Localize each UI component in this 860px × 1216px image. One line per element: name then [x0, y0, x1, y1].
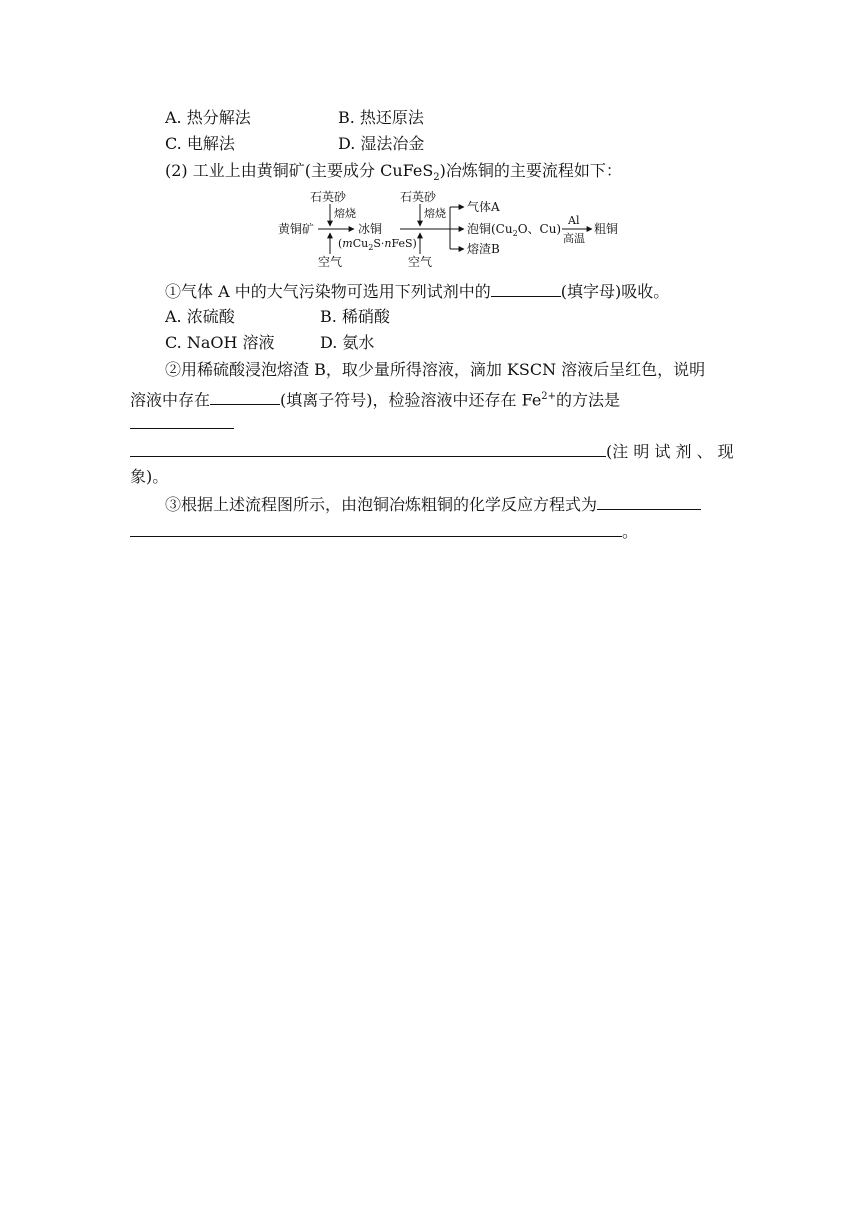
sub2-line4-suffix: (注 明 试 剂 、 现 — [606, 442, 734, 461]
flow-air-label-2: 空气 — [408, 255, 433, 268]
fe-charge-superscript: 2+ — [541, 391, 557, 402]
flow-matte-label: 冰铜 — [358, 222, 383, 236]
sub-question-1 — [165, 281, 669, 302]
flow-air-label-1: 空气 — [318, 255, 343, 268]
sub2-line-2 — [130, 387, 620, 410]
option-b-thermal-reduction: B. 热还原法 — [338, 108, 424, 127]
flow-slag-label: 熔渣B — [467, 242, 500, 256]
sub1-prefix: ①气体 A 中的大气污染物可选用下列试剂中的 — [165, 282, 491, 301]
sub3-line-2 — [130, 521, 638, 542]
option-a-thermal-decomposition: A. 热分解法 — [165, 108, 251, 127]
sub2-line2-suffix: 的方法是 — [556, 390, 621, 410]
sub2-line-5: 象)。 — [130, 467, 169, 486]
sub2-line-3 — [130, 413, 234, 434]
q2-intro-prefix: (2) 工业上由黄铜矿(主要成分 CuFeS — [165, 161, 434, 180]
sub1-option-d: D. 氨水 — [320, 333, 375, 352]
q2-intro-suffix: )冶炼铜的主要流程如下： — [439, 161, 622, 180]
flow-ore-label: 黄铜矿 — [278, 222, 315, 236]
sub3-line-1 — [165, 494, 701, 515]
option-c-electrolysis: C. 电解法 — [165, 134, 235, 153]
flow-gas-label: 气体A — [467, 200, 500, 214]
flow-matte-formula: (mCu$_2$S·nFeS) — [338, 237, 417, 252]
flow-crude-copper-label: 粗铜 — [594, 222, 619, 236]
flow-blister-label: 泡铜($Cu_2O$、Cu) — [467, 222, 562, 238]
sub1-option-c: C. NaOH 溶液 — [165, 333, 275, 352]
answer-blank-ion[interactable] — [210, 389, 280, 405]
sub2-line2-mid: (填离子符号)，检验溶液中还存在 Fe — [280, 390, 542, 410]
answer-blank-equation-1[interactable] — [597, 494, 701, 510]
sub3-prompt: ③根据上述流程图所示，由泡铜冶炼粗铜的化学反应方程式为 — [165, 495, 598, 514]
sub1-option-a: A. 浓硫酸 — [165, 307, 235, 326]
sub1-suffix: (填字母)吸收。 — [560, 282, 670, 301]
sub2-line-1: ②用稀硫酸浸泡熔渣 B，取少量所得溶液，滴加 KSCN 溶液后呈红色，说明 — [165, 360, 706, 379]
option-d-hydrometallurgy: D. 湿法冶金 — [338, 134, 425, 153]
sub2-line2-prefix: 溶液中存在 — [130, 390, 211, 410]
flow-roast-label-1: 熔烧 — [334, 207, 356, 220]
flow-quartz-label-1: 石英砂 — [310, 190, 347, 204]
answer-blank-method-1[interactable] — [130, 413, 234, 429]
sub2-line-4 — [130, 441, 734, 462]
answer-blank-method-2[interactable] — [130, 441, 606, 457]
sub3-period: 。 — [622, 522, 639, 541]
flow-condition-label: 高温 — [563, 232, 585, 245]
flow-quartz-label-2: 石英砂 — [400, 190, 437, 204]
copper-smelting-flowchart — [270, 188, 630, 268]
q2-intro-subscript: 2 — [433, 172, 440, 184]
answer-blank-1[interactable] — [491, 281, 561, 297]
flow-roast-label-2: 熔烧 — [424, 207, 446, 220]
flow-reagent-label: Al — [568, 214, 580, 227]
answer-blank-equation-2[interactable] — [130, 521, 622, 537]
sub1-option-b: B. 稀硝酸 — [320, 307, 390, 326]
question-2-intro — [165, 161, 622, 188]
